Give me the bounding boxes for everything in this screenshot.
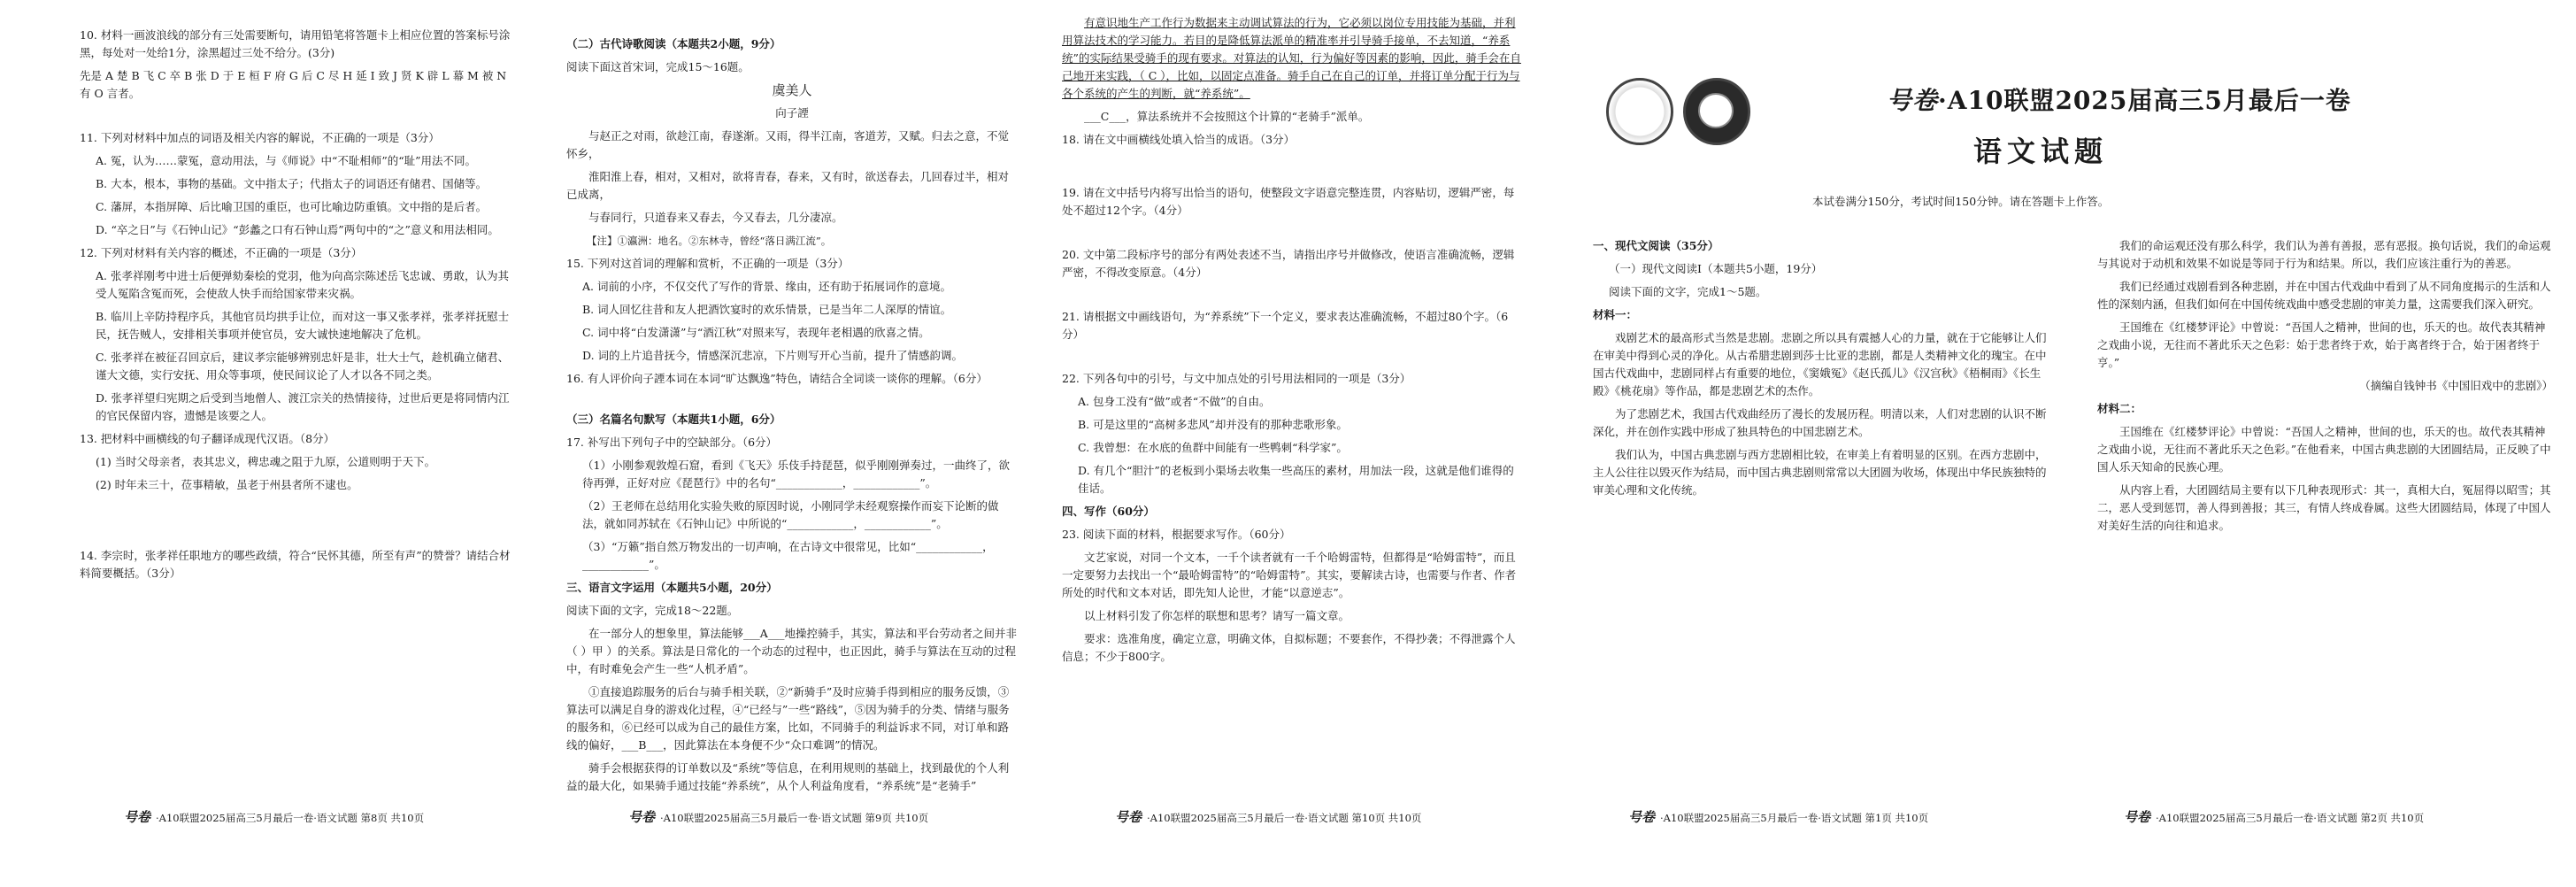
material-1-paragraph: 我们认为，中国古典悲剧与西方悲剧相比较，在审美上有着明显的区别。在西方悲剧中，主人公往往以毁灭作为结局，而中国古典悲剧则常常以大团圆为收场，体现出中华民族独特的审美心理和文化传统。 (1593, 448, 2047, 497)
question-15-option: D. 词的上片追昔抚今，情感深沉悲凉，下片则写开心当前，提升了情感韵调。 (582, 349, 964, 362)
section-poetry-heading: （二）古代诗歌阅读（本题共2小题，9分） (566, 37, 781, 50)
question-15-option: C. 词中将“白发潇潇”与“酒江秋”对照来写，表现年老相遇的欣喜之情。 (582, 326, 930, 339)
page-2 (2071, 0, 2576, 887)
page-9-column (566, 27, 1018, 800)
question-23: 23. 阅读下面的材料，根据要求写作。（60分） (1062, 528, 1291, 541)
question-17: 17. 补写出下列句子中的空缺部分。（6分） (566, 436, 778, 449)
question-12-option: C. 张孝祥在被征召回京后，建议孝宗能够辨别忠奸是非，壮大士气，趁机确立储君、谨大文德，实行安抚、用众等事项，使民间议论了人才以各不同之类。 (96, 351, 510, 382)
footer-text: ·A10联盟2025届高三5月最后一卷·语文试题 第10页 共10页 (1147, 812, 1422, 824)
poem-note: 【注】①瀛洲：地名。②东林寺，曾经“落日满江流”。 (587, 235, 832, 247)
question-12-option: D. 张孝祥望归宪期之后受到当地僧人、渡江宗关的热情接待，过世后更是将同情内江的官民保留内容，遗憾是该要之人。 (96, 391, 510, 422)
page-8 (0, 0, 531, 887)
footer-text: ·A10联盟2025届高三5月最后一卷·语文试题 第1页 共10页 (1660, 812, 1929, 824)
language-passage-paragraph: 在一部分人的想象里，算法能够___A___地操控骑手，其实，算法和平台劳动者之间并非（ ）甲 ）的关系。算法是日常化的一个动态的过程中，也正因此，骑手与算法在互动的过程中，有时难免会产生一些“人机矛盾”。 (566, 627, 1018, 675)
question-11-option: A. 冤，认为……蒙冤，意动用法，与《师说》中“不耻相师”的“耻”用法不同。 (96, 154, 477, 167)
material-2-label: 材料二： (2097, 402, 2142, 415)
poem-line: 与春同行，只道春来又春去，今又春去，几分凄凉。 (588, 211, 843, 224)
question-11-option: C. 藩屏，本指屏障、后比喻卫国的重臣，也可比喻边防重镇。文中指的是后者。 (96, 200, 488, 213)
question-17-item: （3）“万籁”指自然万物发出的一切声响，在古诗文中很常见，比如“____________，____________”。 (582, 540, 994, 571)
question-22-option: D. 有几个“胆汁”的老板到小渠场去收集一些高压的素材，用加法一段，这就是他们谁得的佳话。 (1078, 464, 1514, 495)
poem-line: 与赵正之对雨，欲趁江南，春遂渐。又雨，得半江南，客道芳，又赋。归去之意，不觉怀乡， (566, 129, 1010, 160)
reading-intro: 阅读下面的文字，完成1～5题。 (1609, 285, 1767, 298)
page-10-footer (1115, 807, 1421, 826)
footer-text: ·A10联盟2025届高三5月最后一卷·语文试题 第2页 共10页 (2156, 812, 2425, 824)
question-12-option: B. 临川上辛防持程序兵，其他官员均拱手让位，而对这一事又张孝祥，张孝祥抚慰士民，抚告贼人，安排相关事项并使官员，安大诚快速地解决了危机。 (96, 310, 510, 341)
page-8-column (80, 27, 513, 588)
page-1-footer (1628, 807, 1928, 826)
page-8-footer (124, 807, 424, 826)
poetry-intro: 阅读下面这首宋词，完成15～16题。 (566, 60, 750, 73)
question-23-material: 文艺家说，对同一个文本，一千个读者就有一千个哈姆雷特，但都得是“哈姆雷特”，而且一定要努力去找出一个“最哈姆雷特”的“哈姆雷特”。其实，要解读古诗，也需要与作者、作者所处的时代和文本对话，即先知人论世，才能“以意逆志”。 (1062, 551, 1517, 599)
footer-text: ·A10联盟2025届高三5月最后一卷·语文试题 第9页 共10页 (660, 812, 929, 824)
page-2-paragraph: 我们的命运观还没有那么科学，我们认为善有善报，恶有恶报。换句话说，我们的命运观与其说对于动机和效果不如说是等同于行为和结果。所以，我们应该注重行为的善恶。 (2097, 239, 2551, 270)
footer-text: ·A10联盟2025届高三5月最后一卷·语文试题 第8页 共10页 (156, 812, 425, 824)
language-passage-continued: ___C___，算法系统并不会按照这个计算的“老骑手”派单。 (1084, 110, 1370, 123)
question-11-option: D. “卒之日”与《石钟山记》“彭蠡之口有石钟山焉”两句中的“之”意义和用法相同。 (96, 223, 499, 236)
question-12: 12. 下列对材料有关内容的概述，不正确的一项是（3分） (80, 246, 363, 259)
page-2-column (2097, 237, 2553, 540)
question-13: 13. 把材料中画横线的句子翻译成现代汉语。（8分） (80, 432, 335, 445)
question-20: 20. 文中第二段标序号的部分有两处表述不当，请指出序号并做修改，使语言准确流畅，逻辑严密，不得改变原意。（4分） (1062, 248, 1515, 279)
brand-logo: 号卷 (1887, 86, 1939, 115)
page-2-paragraph: 我们已经通过戏剧看到各种悲剧，并在中国古代戏曲中看到了从不同角度揭示的生活和人性的深刻内涵，但我们如何在中国传统戏曲中感受悲剧的审美力量，这需要我们深入研究。 (2097, 280, 2551, 311)
question-13-item: (2) 时年未三十，莅事精敏，虽老于州县者所不逮也。 (96, 478, 358, 491)
question-16: 16. 有人评价向子諲本词在本词“旷达飘逸”特色，请结合全词谈一谈你的理解。（6分） (566, 372, 988, 385)
page-2-footer (2124, 807, 2424, 826)
page-2-paragraph: 王国维在《红楼梦评论》中曾说：“吾国人之精神，世间的也，乐天的也。故代表其精神之戏曲小说，无往而不著此乐天之色彩：始于悲者终于欢，始于离者终于合，始于困者终于亨。” (2097, 320, 2546, 369)
brand-logo: 号卷 (2124, 809, 2151, 825)
question-17-item: （2）王老师在总结用化实验失败的原因时说，小刚同学未经观察操作而妄下论断的做法，就如同苏轼在《石钟山记》中所说的“____________，____________”。 (582, 499, 999, 530)
question-15-option: B. 词人回忆往昔和友人把酒饮宴时的欢乐情景，已是当年二人深厚的情谊。 (582, 303, 952, 316)
question-13-item: (1) 当时父母亲者，表其忠义，稗忠魂之阻于九原，公道则明于天下。 (96, 455, 436, 468)
question-15: 15. 下列对这首词的理解和赏析，不正确的一项是（3分） (566, 257, 850, 270)
question-19: 19. 请在文中括号内将写出恰当的语句，使整段文字语意完整连贯，内容贴切，逻辑严密，每处不超过12个字。（4分） (1062, 186, 1515, 217)
question-12-option: A. 张孝祥刚考中进士后便弹劾秦桧的党羽，他为向高宗陈述岳飞忠诚、勇敢，认为其受人冤陷含冤而死，会使敌人快手而给国家带来灾祸。 (96, 269, 509, 300)
page-10-column (1062, 16, 1522, 671)
material-1-label: 材料一： (1593, 308, 1638, 321)
question-18: 18. 请在文中画横线处填入恰当的成语。（3分） (1062, 133, 1296, 146)
material-1-paragraph: 为了悲剧艺术，我国古代戏曲经历了漫长的发展历程。明清以来，人们对悲剧的认识不断深化，并在创作实践中形成了独具特色的中国悲剧艺术。 (1593, 407, 2047, 438)
question-21: 21. 请根据文中画线语句，为“养系统”下一个定义，要求表达准确流畅，不超过80个字。（6分） (1062, 310, 1509, 341)
language-intro: 阅读下面的文字，完成18～22题。 (566, 604, 739, 617)
section-language-heading: 三、语言文字运用（本题共5小题，20分） (566, 581, 778, 594)
material-1-paragraph: 戏剧艺术的最高形式当然是悲剧。悲剧之所以具有震撼人心的力量，就在于它能够让人们在审美中得到心灵的净化。从古希腊悲剧到莎士比亚的悲剧，都是人类精神文化的瑰宝。在中国古代戏曲中，悲剧同样占有重要的地位，《窦娥冤》《赵氏孤儿》《汉宫秋》《梧桐雨》《长生殿》《桃花扇》等作品，都是悲剧艺术的杰作。 (1593, 331, 2047, 397)
question-22-option: B. 可是这里的“高树多悲风”却并没有的那种悲歌形象。 (1078, 418, 1348, 431)
question-23-prompt: 以上材料引发了你怎样的联想和思考？请写一篇文章。 (1084, 609, 1350, 622)
question-14: 14. 李宗时，张孝祥任职地方的哪些政绩，符合“民怀其德，所至有声”的赞誉？请结合材料简要概括。（3分） (80, 549, 511, 580)
question-11-option: B. 大本，根本，事物的基础。文中指太子；代指太子的词语还有储君、国储等。 (96, 177, 488, 190)
brand-logo: 号卷 (124, 809, 151, 825)
page-10 (1044, 0, 1540, 887)
question-10-text: 先是 A 楚 B 飞 C 卒 B 张 D 于 E 桓 F 府 G 后 C 尽 H 延 I 致 J 贤 K 辟 L 幕 M 被 N 有 O 言者。 (80, 69, 507, 100)
page-9-footer (628, 807, 928, 826)
section-reading-heading: 一、现代文阅读（35分） (1593, 239, 1719, 252)
language-passage-paragraph: ①直接追踪服务的后台与骑手相关联，②“新骑手”及时应骑手得到相应的服务反馈，③算法可以满足自身的游戏化过程，④“已经与”一些“路线”，⑤因为骑手的分类、情绪与服务的服务和，⑥已经可以成为自己的最佳方案，比如，不同骑手的利益诉求不同，对订单和路线的偏好，___B___，因此算法在本身便不少“众口难调”的情况。 (566, 685, 1010, 752)
question-15-option: A. 词前的小序，不仅交代了写作的背景、缘由，还有助于拓展词作的意境。 (582, 280, 951, 293)
brand-logo: 号卷 (1628, 809, 1656, 825)
page-1-column (1593, 237, 2053, 505)
page-9 (531, 0, 1044, 887)
material-2-paragraph: 从内容上看，大团圆结局主要有以下几种表现形式：其一，真相大白，冤屈得以昭雪；其二，恶人受到惩罚，善人得到善报；其三，有情人终成眷属。这些大团圆结局，体现了中国人对美好生活的向往和追求。 (2097, 483, 2551, 532)
question-22: 22. 下列各句中的引号，与文中加点处的引号用法相同的一项是（3分） (1062, 372, 1411, 385)
question-22-option: A. 包身工没有“做”或者“不做”的自由。 (1078, 395, 1271, 408)
brand-logo: 号卷 (628, 809, 656, 825)
page-1 (1540, 0, 2071, 887)
question-11: 11. 下列对材料中加点的词语及相关内容的解说，不正确的一项是（3分） (80, 131, 440, 144)
language-passage-paragraph: 骑手会根据获得的订单数以及“系统”等信息，在利用规则的基础上，找到最优的个人利益的最大化，如果骑手通过技能“养系统”，从个人利益角度看，“养系统”是“老骑手” (566, 761, 1010, 792)
material-source: （摘编自钱钟书《中国旧戏中的悲剧》） (2359, 379, 2553, 392)
poem-author: 向子諲 (775, 106, 809, 120)
exam-instructions: 本试卷满分150分，考试时间150分钟。请在答题卡上作答。 (1812, 195, 2110, 208)
section-writing-heading: 四、写作（60分） (1062, 505, 1155, 518)
language-passage-continued: 有意识地生产工作行为数据来主动调试算法的行为，它必须以岗位专用技能为基础，并利用算法技术的学习能力。若目的是降低算法派单的精准率并引导骑手接单，不去知道，“养系统”的实际结果受骑手的现有要求。对算法的认知，行为偏好等因素的影响，因此，骑手会在自己地开来实践，（ C ），比如，以固定点准备。骑手自己在自己的订单，并将订单分配于行为与各个系统的产生的判断，就“养系统”。 (1062, 16, 1521, 100)
section-recitation-heading: （三）名篇名句默写（本题共1小题，6分） (566, 413, 781, 426)
question-22-option: C. 我曾想：在水底的鱼群中间能有一些鸭刺“科学家”。 (1078, 441, 1348, 454)
brand-logo: 号卷 (1115, 809, 1142, 825)
subsection-reading-1: （一）现代文阅读Ⅰ（本题共5小题，19分） (1609, 262, 1823, 275)
subject-title: 语文试题 (1973, 135, 2109, 168)
question-10: 10. 材料一画波浪线的部分有三处需要断句，请用铅笔将答题卡上相应位置的答案标号涂黑，每处对一处给1分，涂黑超过三处不给分。(3分) (80, 28, 511, 59)
material-2-paragraph: 王国维在《红楼梦评论》中曾说：“吾国人之精神，世间的也，乐天的也。故代表其精神之戏曲小说，无往而不著此乐天之色彩。”在他看来，中国古典悲剧的大团圆结局，正反映了中国人乐天知命的民族心理。 (2097, 425, 2551, 474)
poem-line: 淮阳淮上春，相对，又相对，欲将青春，春来，又有时，欲送春去，几回春过半，相对已成离， (566, 170, 1010, 201)
question-23-requirements: 要求：选准角度，确定立意，明确文体，自拟标题；不要套作，不得抄袭；不得泄露个人信息；不少于800字。 (1062, 632, 1516, 663)
question-17-item: （1）小刚参观敦煌石窟，看到《飞天》乐伎手持琵琶，似乎刚刚弹奏过，一曲终了，欲待再弹，正好对应《琵琶行》中的名句“____________，____________”。 (582, 459, 1010, 490)
poem-title: 虞美人 (772, 82, 812, 98)
exam-title: 号卷·A10联盟2025届高三5月最后一卷 (1887, 86, 2351, 115)
